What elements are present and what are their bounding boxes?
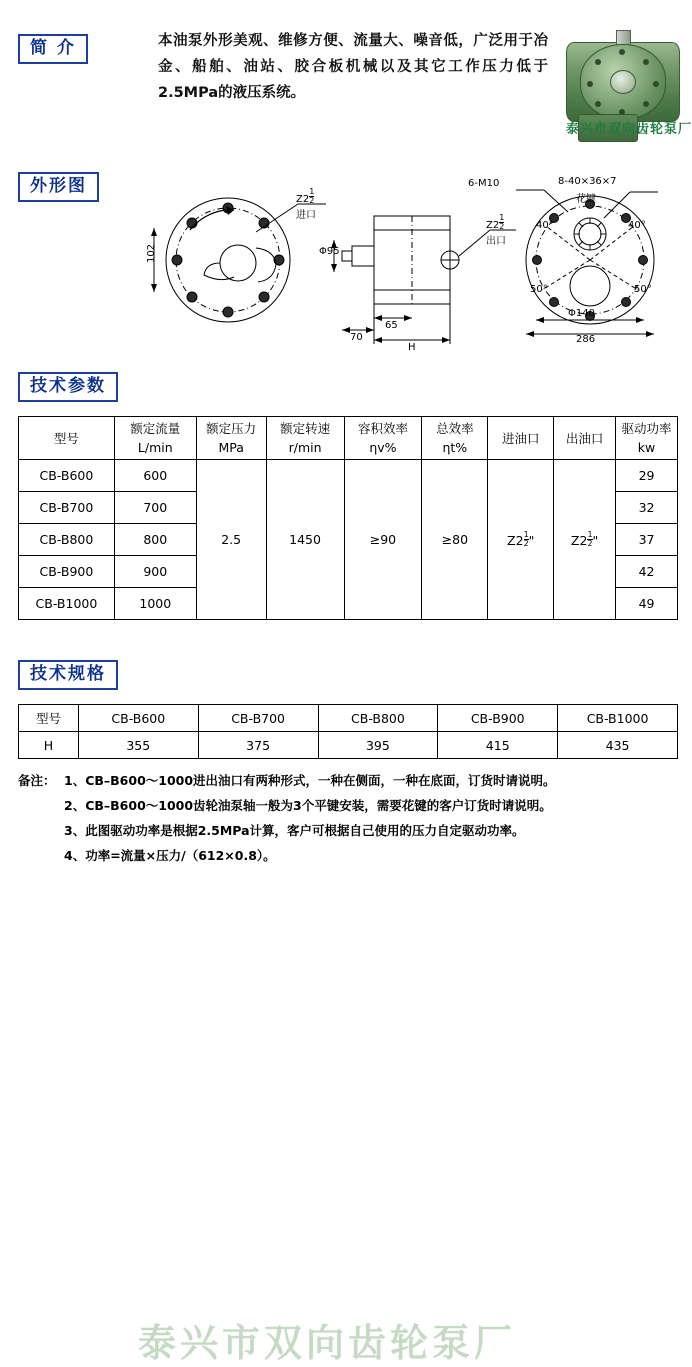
spec-h-label: H xyxy=(19,732,79,759)
spec-title: 技术规格 xyxy=(18,660,118,690)
page-watermark: 泰兴市双向齿轮泵厂 xyxy=(138,1321,517,1365)
intro-section xyxy=(18,28,692,148)
header-power: 驱动功率 kw xyxy=(616,417,678,460)
note-item: 4、功率=流量×压力/（612×0.8）。 xyxy=(64,848,276,863)
spec-model-cell: CB-B800 xyxy=(318,705,438,732)
note-line xyxy=(18,768,678,793)
cell-model: CB-B800 xyxy=(19,524,115,556)
note-item: 3、此图驱动功率是根据2.5MPa计算，客户可根据自己使用的压力自定驱动功率。 xyxy=(64,823,525,838)
header-outlet: 出油口 xyxy=(554,417,616,460)
spec-table xyxy=(18,704,678,759)
cell-flow: 700 xyxy=(114,492,196,524)
spec-h-cell: 435 xyxy=(558,732,678,759)
pump-photo xyxy=(554,28,692,148)
cell-pressure-merged: 2.5 xyxy=(196,460,266,620)
outlet-thread-label: Z2 $\frac{1}{2}$ xyxy=(486,213,505,231)
spline-label: 8-40×36×7 xyxy=(558,176,617,187)
table-header-row xyxy=(19,417,678,460)
cell-model: CB-B900 xyxy=(19,556,115,588)
cell-power: 29 xyxy=(616,460,678,492)
dim-H-label: H xyxy=(408,342,416,353)
note-line xyxy=(18,793,678,818)
spec-model-cell: CB-B900 xyxy=(438,705,558,732)
note-line xyxy=(18,818,678,843)
angle-50-right-label: 50° xyxy=(634,284,652,295)
cell-total-eff-merged: ≥80 xyxy=(422,460,488,620)
cell-vol-eff-merged: ≥90 xyxy=(344,460,422,620)
header-total-eff: 总效率 ηt% xyxy=(422,417,488,460)
spec-model-cell: CB-B600 xyxy=(78,705,198,732)
dim-70-label: 70 xyxy=(350,332,363,343)
outline-drawings xyxy=(138,168,692,353)
spec-h-cell: 395 xyxy=(318,732,438,759)
intro-text: 本油泵外形美观、维修方便、流量大、噪音低，广泛用于冶金、船舶、油站、胶合板机械以及其它工作压力低于2.5MPa的液压系统。 xyxy=(158,33,548,101)
cell-power: 37 xyxy=(616,524,678,556)
spec-model-cell: CB-B700 xyxy=(198,705,318,732)
cell-flow: 800 xyxy=(114,524,196,556)
notes-label: 备注： xyxy=(18,773,56,788)
cell-outlet-merged: Z2 $\frac{1}{2}$ " xyxy=(554,460,616,620)
dim-95-label: Φ95 xyxy=(319,246,340,257)
spec-h-cell: 355 xyxy=(78,732,198,759)
outline-title: 外形图 xyxy=(18,172,99,202)
spec-model-label: 型号 xyxy=(19,705,79,732)
note-item: 1、CB–B600～1000进出油口有两种形式，一种在侧面，一种在底面，订货时请说明。 xyxy=(64,773,556,788)
table-row xyxy=(19,460,678,492)
spec-h-cell: 415 xyxy=(438,732,558,759)
note-line xyxy=(18,843,678,868)
params-title: 技术参数 xyxy=(18,372,118,402)
cell-power: 49 xyxy=(616,588,678,620)
dim-65-label: 65 xyxy=(385,320,398,331)
spline-name-label: 花键 xyxy=(576,194,596,205)
cell-model: CB-B600 xyxy=(19,460,115,492)
header-pressure: 额定压力 MPa xyxy=(196,417,266,460)
brand-watermark: 泰兴市双向齿轮泵厂 xyxy=(565,122,692,137)
params-table xyxy=(18,416,678,620)
dim-102-label: 102 xyxy=(146,243,158,264)
notes-section xyxy=(18,768,678,868)
cell-model: CB-B700 xyxy=(19,492,115,524)
inlet-thread-label: Z2 $\frac{1}{2}$ xyxy=(296,187,315,205)
dim-286-label: 286 xyxy=(576,334,596,345)
cell-inlet-merged: Z2 $\frac{1}{2}$ " xyxy=(488,460,554,620)
header-speed: 额定转速 r/min xyxy=(266,417,344,460)
header-flow: 额定流量 L/min xyxy=(114,417,196,460)
outline-section xyxy=(18,172,678,362)
dim-140-label: Φ140 xyxy=(568,308,595,319)
intro-title: 简 介 xyxy=(18,34,88,64)
header-model: 型号 xyxy=(19,417,115,460)
outlet-port-label: 出口 xyxy=(486,236,506,247)
angle-50-left-label: 50° xyxy=(530,284,548,295)
cell-flow: 600 xyxy=(114,460,196,492)
pump-hub-shape xyxy=(610,70,636,94)
inlet-port-label: 进口 xyxy=(296,210,316,221)
header-vol-eff: 容积效率 ηv% xyxy=(344,417,422,460)
angle-40-right-label: 40° xyxy=(628,220,646,231)
cell-power: 32 xyxy=(616,492,678,524)
header-inlet: 进油口 xyxy=(488,417,554,460)
cell-flow: 1000 xyxy=(114,588,196,620)
cell-speed-merged: 1450 xyxy=(266,460,344,620)
bolt-6m10-label: 6-M10 xyxy=(468,178,500,189)
cell-model: CB-B1000 xyxy=(19,588,115,620)
spec-model-row xyxy=(19,705,678,732)
spec-h-row xyxy=(19,732,678,759)
cell-power: 42 xyxy=(616,556,678,588)
spec-model-cell: CB-B1000 xyxy=(558,705,678,732)
cell-flow: 900 xyxy=(114,556,196,588)
spec-h-cell: 375 xyxy=(198,732,318,759)
note-item: 2、CB–B600～1000齿轮油泵轴一般为3个平键安装，需要花键的客户订货时请说明。 xyxy=(64,798,552,813)
angle-40-left-label: 40° xyxy=(536,220,554,231)
